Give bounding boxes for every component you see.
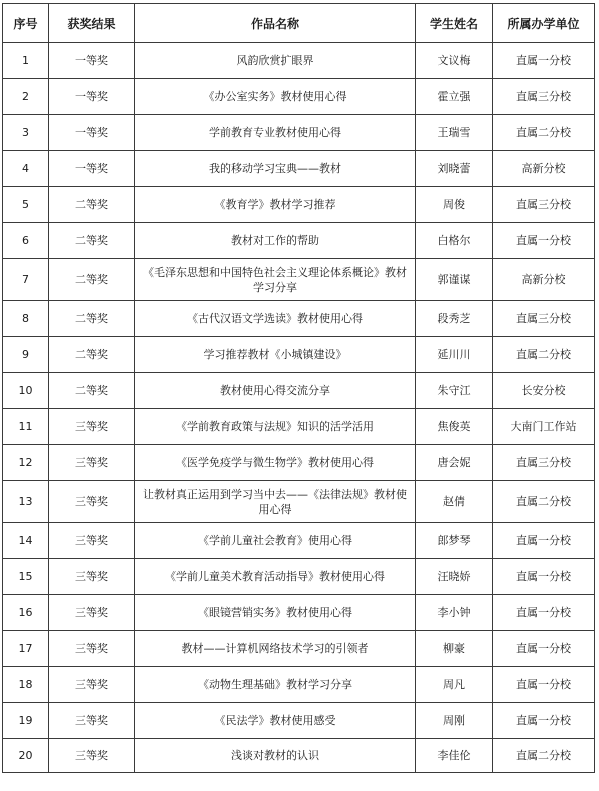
cell-work-title: 浅谈对教材的认识 xyxy=(135,739,416,773)
cell-school-unit: 长安分校 xyxy=(493,373,595,409)
cell-work-title: 我的移动学习宝典——教材 xyxy=(135,151,416,187)
cell-student-name: 段秀芝 xyxy=(416,301,493,337)
cell-student-name: 周俊 xyxy=(416,187,493,223)
cell-work-title: 《动物生理基础》教材学习分享 xyxy=(135,667,416,703)
cell-school-unit: 直属三分校 xyxy=(493,445,595,481)
cell-student-name: 赵倩 xyxy=(416,481,493,523)
header-work-title: 作品名称 xyxy=(135,4,416,43)
header-student-name: 学生姓名 xyxy=(416,4,493,43)
table-row xyxy=(3,481,595,523)
cell-school-unit: 直属二分校 xyxy=(493,337,595,373)
cell-number: 14 xyxy=(3,523,49,559)
cell-award-result: 三等奖 xyxy=(49,595,135,631)
cell-number: 12 xyxy=(3,445,49,481)
cell-student-name: 周刚 xyxy=(416,703,493,739)
cell-award-result: 二等奖 xyxy=(49,223,135,259)
cell-award-result: 三等奖 xyxy=(49,631,135,667)
cell-award-result: 三等奖 xyxy=(49,559,135,595)
cell-student-name: 郭谨谋 xyxy=(416,259,493,301)
cell-number: 7 xyxy=(3,259,49,301)
cell-number: 2 xyxy=(3,79,49,115)
cell-work-title: 《办公室实务》教材使用心得 xyxy=(135,79,416,115)
cell-school-unit: 直属一分校 xyxy=(493,43,595,79)
cell-number: 4 xyxy=(3,151,49,187)
cell-work-title: 学前教育专业教材使用心得 xyxy=(135,115,416,151)
cell-award-result: 三等奖 xyxy=(49,445,135,481)
cell-student-name: 朱守江 xyxy=(416,373,493,409)
cell-award-result: 三等奖 xyxy=(49,703,135,739)
table-row xyxy=(3,631,595,667)
table-row xyxy=(3,595,595,631)
cell-work-title: 教材对工作的帮助 xyxy=(135,223,416,259)
cell-work-title: 教材——计算机网络技术学习的引领者 xyxy=(135,631,416,667)
cell-school-unit: 直属一分校 xyxy=(493,631,595,667)
cell-number: 5 xyxy=(3,187,49,223)
cell-number: 16 xyxy=(3,595,49,631)
table-row xyxy=(3,523,595,559)
cell-school-unit: 高新分校 xyxy=(493,259,595,301)
table-header-row xyxy=(3,4,595,43)
cell-school-unit: 直属一分校 xyxy=(493,523,595,559)
award-results-table xyxy=(2,3,595,773)
cell-school-unit: 直属三分校 xyxy=(493,301,595,337)
cell-work-title: 《毛泽东思想和中国特色社会主义理论体系概论》教材学习分享 xyxy=(135,259,416,301)
cell-award-result: 二等奖 xyxy=(49,373,135,409)
cell-work-title: 《眼镜营销实务》教材使用心得 xyxy=(135,595,416,631)
table-row xyxy=(3,79,595,115)
cell-number: 6 xyxy=(3,223,49,259)
cell-student-name: 文议梅 xyxy=(416,43,493,79)
cell-student-name: 王瑞雪 xyxy=(416,115,493,151)
table-row xyxy=(3,223,595,259)
cell-award-result: 二等奖 xyxy=(49,187,135,223)
cell-number: 20 xyxy=(3,739,49,773)
cell-work-title: 教材使用心得交流分享 xyxy=(135,373,416,409)
cell-student-name: 唐会妮 xyxy=(416,445,493,481)
cell-number: 15 xyxy=(3,559,49,595)
cell-work-title: 让教材真正运用到学习当中去——《法律法规》教材使用心得 xyxy=(135,481,416,523)
cell-award-result: 一等奖 xyxy=(49,115,135,151)
cell-award-result: 三等奖 xyxy=(49,739,135,773)
cell-student-name: 汪晓娇 xyxy=(416,559,493,595)
cell-number: 13 xyxy=(3,481,49,523)
cell-work-title: 《学前教育政策与法规》知识的活学活用 xyxy=(135,409,416,445)
cell-award-result: 三等奖 xyxy=(49,481,135,523)
table-row xyxy=(3,151,595,187)
table-row xyxy=(3,301,595,337)
cell-school-unit: 直属二分校 xyxy=(493,115,595,151)
table-row xyxy=(3,373,595,409)
cell-school-unit: 直属一分校 xyxy=(493,667,595,703)
cell-number: 19 xyxy=(3,703,49,739)
cell-award-result: 三等奖 xyxy=(49,409,135,445)
cell-number: 9 xyxy=(3,337,49,373)
cell-student-name: 延川川 xyxy=(416,337,493,373)
cell-number: 1 xyxy=(3,43,49,79)
cell-number: 10 xyxy=(3,373,49,409)
cell-school-unit: 直属三分校 xyxy=(493,187,595,223)
cell-work-title: 《医学免疫学与微生物学》教材使用心得 xyxy=(135,445,416,481)
cell-number: 18 xyxy=(3,667,49,703)
cell-award-result: 二等奖 xyxy=(49,337,135,373)
cell-student-name: 郎梦琴 xyxy=(416,523,493,559)
cell-student-name: 霍立强 xyxy=(416,79,493,115)
cell-student-name: 白格尔 xyxy=(416,223,493,259)
cell-number: 11 xyxy=(3,409,49,445)
cell-school-unit: 直属一分校 xyxy=(493,703,595,739)
cell-number: 3 xyxy=(3,115,49,151)
cell-award-result: 一等奖 xyxy=(49,79,135,115)
table-row xyxy=(3,667,595,703)
cell-award-result: 二等奖 xyxy=(49,301,135,337)
cell-student-name: 周凡 xyxy=(416,667,493,703)
header-school-unit: 所属办学单位 xyxy=(493,4,595,43)
cell-number: 8 xyxy=(3,301,49,337)
cell-work-title: 《古代汉语文学选读》教材使用心得 xyxy=(135,301,416,337)
cell-student-name: 柳豪 xyxy=(416,631,493,667)
table-row xyxy=(3,703,595,739)
table-body xyxy=(3,43,595,773)
table-row xyxy=(3,739,595,773)
cell-student-name: 焦俊英 xyxy=(416,409,493,445)
table-row xyxy=(3,559,595,595)
cell-number: 17 xyxy=(3,631,49,667)
cell-student-name: 李佳伦 xyxy=(416,739,493,773)
cell-work-title: 《学前儿童美术教育活动指导》教材使用心得 xyxy=(135,559,416,595)
cell-school-unit: 直属二分校 xyxy=(493,739,595,773)
cell-school-unit: 大南门工作站 xyxy=(493,409,595,445)
table-row xyxy=(3,43,595,79)
cell-award-result: 二等奖 xyxy=(49,259,135,301)
cell-school-unit: 直属二分校 xyxy=(493,481,595,523)
cell-award-result: 三等奖 xyxy=(49,523,135,559)
table-row xyxy=(3,259,595,301)
table-row xyxy=(3,409,595,445)
header-award-result: 获奖结果 xyxy=(49,4,135,43)
cell-work-title: 《民法学》教材使用感受 xyxy=(135,703,416,739)
cell-student-name: 刘晓蕾 xyxy=(416,151,493,187)
cell-work-title: 学习推荐教材《小城镇建设》 xyxy=(135,337,416,373)
cell-award-result: 一等奖 xyxy=(49,151,135,187)
table-row xyxy=(3,337,595,373)
table-row xyxy=(3,115,595,151)
cell-work-title: 风韵欣赏扩眼界 xyxy=(135,43,416,79)
cell-award-result: 三等奖 xyxy=(49,667,135,703)
header-number: 序号 xyxy=(3,4,49,43)
table-row xyxy=(3,187,595,223)
cell-award-result: 一等奖 xyxy=(49,43,135,79)
table-row xyxy=(3,445,595,481)
cell-work-title: 《教育学》教材学习推荐 xyxy=(135,187,416,223)
cell-school-unit: 直属一分校 xyxy=(493,595,595,631)
cell-school-unit: 直属一分校 xyxy=(493,223,595,259)
cell-work-title: 《学前儿童社会教育》使用心得 xyxy=(135,523,416,559)
cell-school-unit: 高新分校 xyxy=(493,151,595,187)
cell-school-unit: 直属一分校 xyxy=(493,559,595,595)
cell-school-unit: 直属三分校 xyxy=(493,79,595,115)
cell-student-name: 李小钟 xyxy=(416,595,493,631)
